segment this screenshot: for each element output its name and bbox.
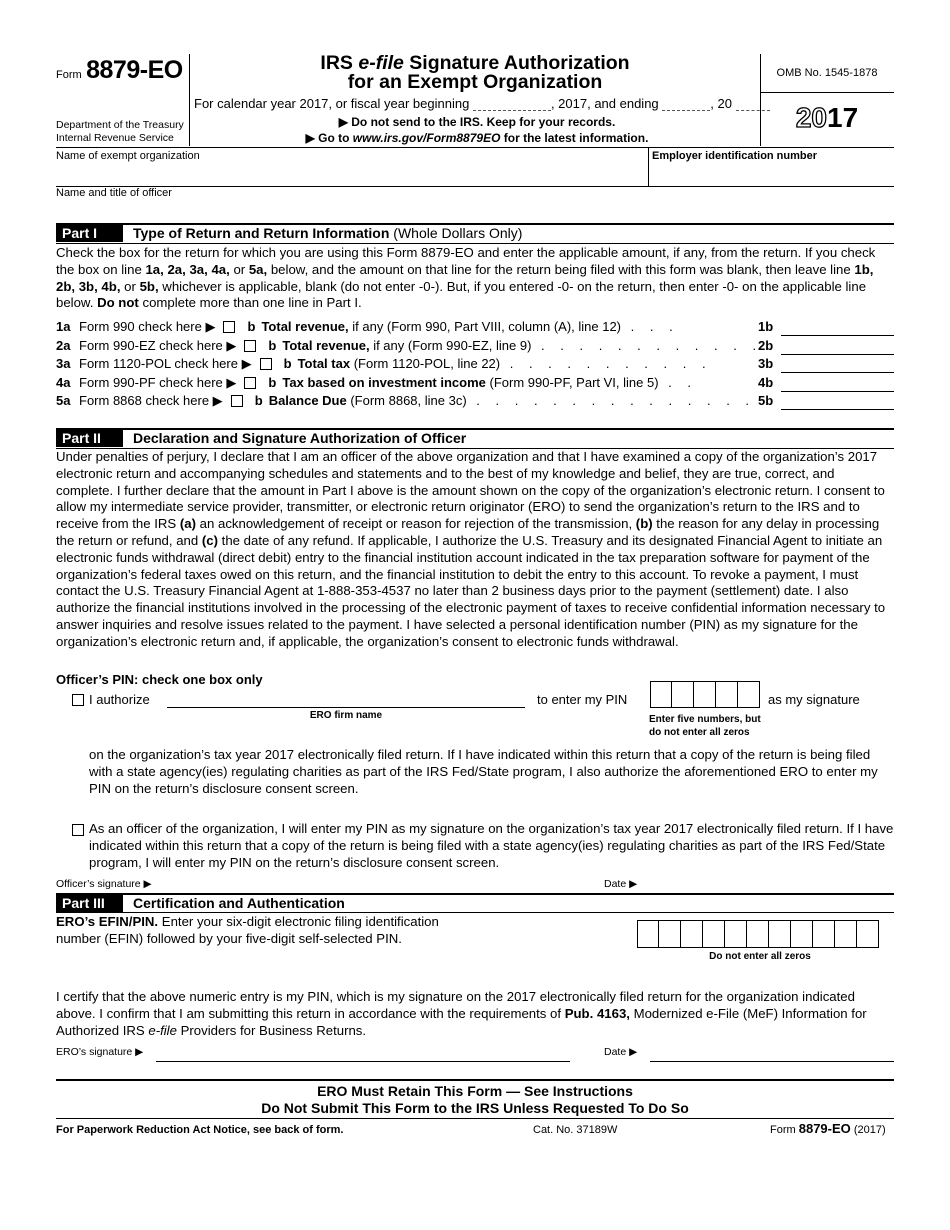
notice-do-not-send: ▶ Do not send to the IRS. Keep for your records. [338,115,616,129]
part2-title: Declaration and Signature Authorization of Officer [133,430,467,446]
line-description: Total tax (Form 1120-POL, line 22) . . . . . . . . . . . [297,356,712,372]
part1-line-1a [56,319,894,337]
dept-line-1: Department of the Treasury [56,119,184,131]
efin-box[interactable] [857,920,879,948]
part1-intro: Check the box for the return for which you are using this Form 8879-EO and enter the applicable amount, if any, from the return. If you check the box on line 1a, 2a, 3a, 4a, or 5a, below, and the amount on that line for the return being filed with this form was blank, then leave line 1b, 2b, 3b, 4b, or 5b, whichever is applicable, blank (do not enter -0-). But, if you entered -0- on the return, then enter -0- on the applicable line below. Do not complete more than one line in Part I. [56,245,876,311]
officer-enter-pin-text: As an officer of the organization, I will enter my PIN as my signature on the organization’s tax year 2017 electronically filed return. If I have indicated within this return that a copy of the return is being filed with a state agency(ies) regulating charities as part of the IRS Fed/State program, I will enter my PIN on the return’s disclosure consent screen. [89,821,894,870]
ero-date-label: Date ▶ [604,1046,638,1058]
officer-pin-boxes[interactable] [650,681,760,708]
form-number-block [56,56,183,85]
org-name-input[interactable] [56,164,646,186]
pin-box[interactable] [716,681,738,708]
enter-pin-label: to enter my PIN [537,692,628,707]
line-description: Tax based on investment income (Form 990-PF, Part VI, line 5) . . [282,374,697,390]
officer-date-label: Date ▶ [604,878,638,890]
line-4a-checkbox[interactable] [244,377,256,389]
line-description: Balance Due (Form 8868, line 3c) . . . . . . . . . . . . . . . [268,393,756,409]
fiscal-end-field[interactable] [662,98,710,111]
authorize-label: I authorize [89,692,150,707]
form-number: 8879-EO [86,56,183,84]
omb-number: OMB No. 1545-1878 [776,67,878,79]
ero-date-field[interactable] [650,1061,894,1062]
line-number: 3a [56,356,71,372]
line-form-label: Form 990-PF check here ▶ [79,374,237,390]
line-form-label: Form 1120-POL check here ▶ [79,356,252,372]
fiscal-begin-field[interactable] [473,98,551,111]
line-ref: 3b [758,356,774,372]
line-4b-amount[interactable] [781,391,894,392]
department [56,119,184,145]
part1-line-5a [56,393,894,411]
line-description: Total revenue, if any (Form 990-EZ, line 9) . . . . . . . . . . . . [282,337,763,353]
paperwork-notice: For Paperwork Reduction Act Notice, see back of form. [56,1124,344,1136]
retain-notice [56,1083,894,1117]
line-number: 2a [56,337,71,353]
ero-certification: I certify that the above numeric entry is my PIN, which is my signature on the 2017 electronically filed return for the organization indicated above. I confirm that I am submitting this return in accordance with the requirements of Pub. 4163, Modernized e-File (MeF) Information for Authorized IRS e-file Providers for Business Returns. [56,989,867,1038]
line-b-label: b [254,393,263,409]
as-signature-label: as my signature [768,692,860,707]
ero-firm-name-field[interactable] [167,707,525,708]
part2-declaration: Under penalties of perjury, I declare that I am an officer of the above organization and that I have examined a copy of the organization’s 2017 electronic return and accompanying schedules and statements and to the best of my knowledge and belief, they are true, correct, and complete. I further declare that the amount in Part I above is the amount shown on the copy of the organization’s electronic return. I consent to allow my intermediate service provider, transmitter, or electronic return originator (ERO) to send the organization’s return to the IRS and to receive from the IRS (a) an acknowledgement of receipt or reason for rejection of the transmission, (b) the reason for any delay in processing the return or refund, and (c) the date of any refund. If applicable, I authorize the U.S. Treasury and its designated Financial Agent to initiate an electronic funds withdrawal (direct debit) entry to the financial institution account indicated in the tax preparation software for payment of the organization’s federal taxes owed on this return, and the financial institution to debit the entry to this account. To revoke a payment, I must contact the U.S. Treasury Financial Agent at 1-888-353-4537 no later than 2 business days prior to the payment (settlement) date. I also authorize the financial institutions involved in the processing of the electronic payment of taxes to receive confidential information necessary to answer inquiries and resolve issues related to the payment. I have selected a personal identification number (PIN) as my signature for the organization’s electronic return and, if applicable, the organization’s consent to electronic funds withdrawal. [56,449,886,649]
officer-name-label: Name and title of officer [56,187,172,199]
line-3a-checkbox[interactable] [260,358,272,370]
ero-firm-name-label: ERO firm name [309,710,383,721]
efin-box[interactable] [725,920,747,948]
form-title [190,54,760,92]
part3-title: Certification and Authentication [133,895,345,911]
pin-box[interactable] [672,681,694,708]
pin-box[interactable] [650,681,672,708]
line-description: Total revenue, if any (Form 990, Part VIII, column (A), line 12) . . . [261,319,679,334]
ero-signature-label: ERO’s signature ▶ [56,1046,144,1058]
line-ref: 2b [758,337,774,353]
line-b-label: b [268,374,277,390]
line-number: 5a [56,393,71,409]
no-zeros-note: Do not enter all zeros [709,951,811,962]
ein-input[interactable] [652,164,892,186]
part1-title: Type of Return and Return Information (Whole Dollars Only) [133,225,523,241]
line-1a-checkbox[interactable] [223,321,235,333]
line-ref: 5b [758,393,774,409]
authorize-continuation: on the organization’s tax year 2017 electronically filed return. If I have indicated within this return that a copy of the return is being filed with a state agency(ies) regulating charities as part of the IRS Fed/State program, I also authorize the aforementioned ERO to enter my PIN on the return’s disclosure consent screen. [89,747,878,796]
line-ref: 4b [758,374,774,390]
officer-date-field[interactable] [640,874,890,890]
part1-line-4a [56,375,894,393]
line-form-label: Form 8868 check here ▶ [79,393,223,409]
ero-signature-field[interactable] [156,1061,570,1062]
title-line-2: for an Exempt Organization [347,71,603,93]
officer-name-input[interactable] [56,202,892,222]
retain-line-2: Do Not Submit This Form to the IRS Unless Requested To Do So [261,1100,689,1116]
line-number: 4a [56,374,71,390]
title-line-1: IRS e-file Signature Authorization [320,52,630,74]
line-form-label: Form 990 check here ▶ [79,319,216,334]
line-b-label: b [268,337,277,353]
efin-box[interactable] [747,920,769,948]
dept-line-2: Internal Revenue Service [56,132,174,144]
form-prefix: Form [56,69,82,81]
efin-instructions: ERO’s EFIN/PIN. Enter your six-digit electronic filing identification number (EFIN) followed by your five-digit self-selected PIN. [56,914,439,946]
efin-box[interactable] [681,920,703,948]
notice-go-to: ▶ Go to www.irs.gov/Form8879EO for the latest information. [305,131,649,145]
footer-form-id: Form 8879-EO (2017) [770,1121,886,1136]
efin-box[interactable] [835,920,857,948]
line-5a-checkbox[interactable] [231,395,243,407]
line-5b-amount[interactable] [781,409,894,410]
part1-line-3a [56,356,894,374]
ein-label: Employer identification number [652,150,818,162]
efin-box[interactable] [813,920,835,948]
line-ref: 1b [758,319,774,334]
efin-box[interactable] [637,920,659,948]
pin-heading: Officer’s PIN: check one box only [56,672,263,687]
line-b-label: b [283,356,292,372]
officer-signature-label: Officer’s signature ▶ [56,878,152,890]
line-number: 1a [56,319,71,334]
line-form-label: Form 990-EZ check here ▶ [79,337,237,353]
part3-label: Part III [56,894,123,912]
officer-enter-pin-checkbox[interactable] [72,824,84,836]
calendar-year-line: For calendar year 2017, or fiscal year beginning , 2017, and ending , 20 [194,96,770,111]
efin-box[interactable] [703,920,725,948]
retain-line-1: ERO Must Retain This Form — See Instructions [317,1083,633,1099]
part1-label: Part I [56,224,123,242]
authorize-checkbox[interactable] [72,694,84,706]
line-2b-amount[interactable] [781,354,894,355]
catalog-number: Cat. No. 37189W [533,1124,618,1136]
line-b-label: b [247,319,256,334]
pin-box[interactable] [694,681,716,708]
line-1b-amount[interactable] [781,335,894,336]
efin-box[interactable] [769,920,791,948]
efin-box[interactable] [791,920,813,948]
line-2a-checkbox[interactable] [244,340,256,352]
five-numbers-note: Enter five numbers, but do not enter all zeros [649,714,761,738]
line-3b-amount[interactable] [781,372,894,373]
efin-pin-boxes[interactable] [637,920,879,948]
pin-box[interactable] [738,681,760,708]
part2-label: Part II [56,429,123,447]
tax-year: 2017 [795,102,859,133]
efin-box[interactable] [659,920,681,948]
part1-line-2a [56,338,894,356]
officer-signature-field[interactable] [160,874,590,890]
org-name-label: Name of exempt organization [56,150,200,162]
